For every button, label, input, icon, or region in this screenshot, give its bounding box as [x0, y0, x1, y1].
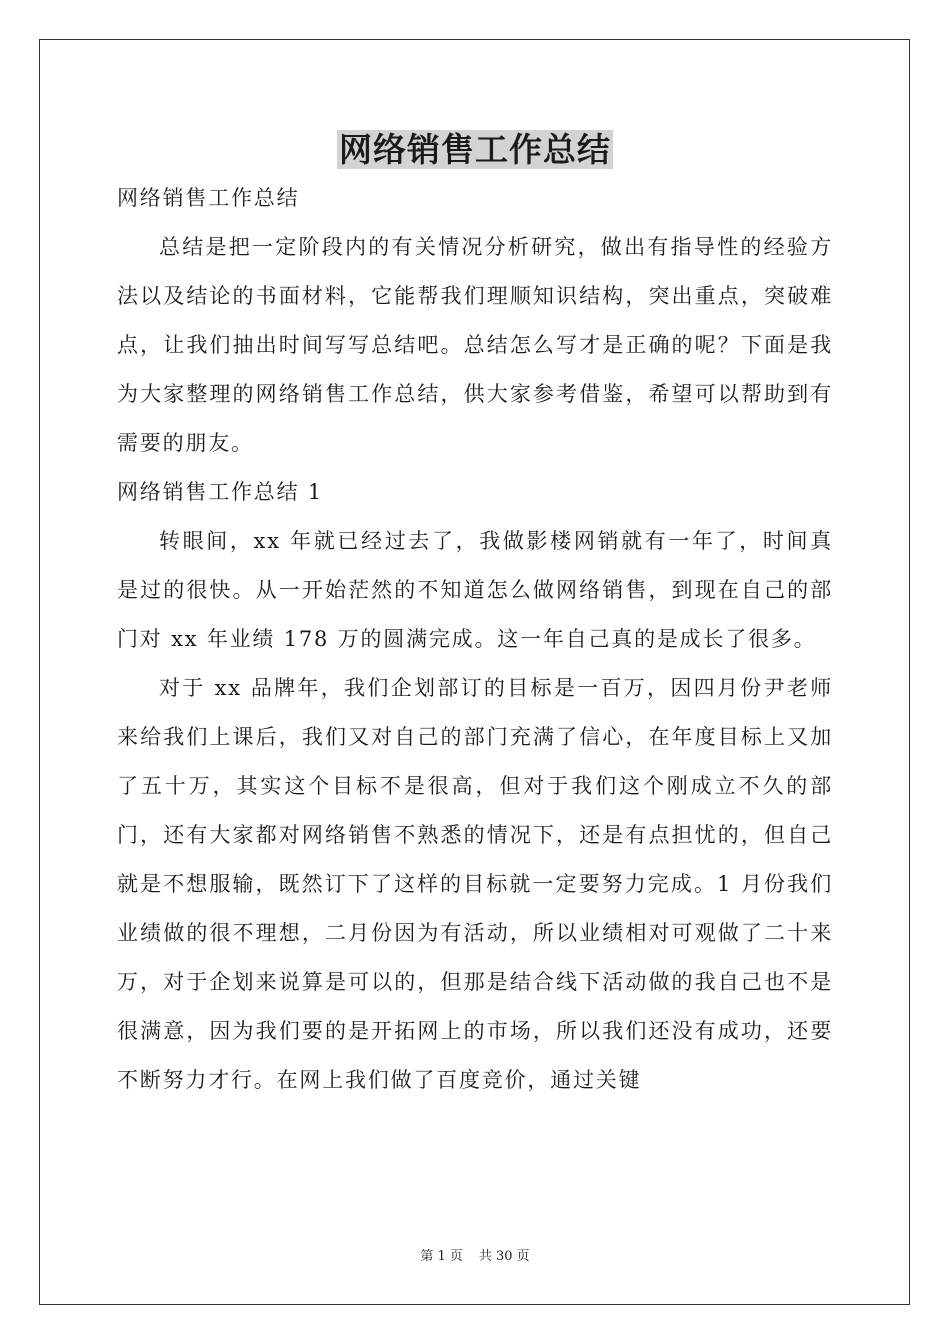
paragraph: 总结是把一定阶段内的有关情况分析研究，做出有指导性的经验方法以及结论的书面材料，它能帮我们理顺知识结构，突出重点，突破难点，让我们抽出时间写写总结吧。总结怎么写才是正确的呢？下面是我为大家整理的网络销售工作总结，供大家参考借鉴，希望可以帮助到有需要的朋友。 — [117, 235, 833, 455]
document-title: 网络销售工作总结 — [339, 130, 611, 169]
page-footer — [0, 1248, 950, 1266]
document-body — [117, 174, 833, 1105]
paragraph: 网络销售工作总结 1 — [117, 480, 324, 504]
paragraph: 对于 xx 品牌年，我们企划部订的目标是一百万，因四月份尹老师来给我们上课后，我们又对自己的部门充满了信心，在年度目标上又加了五十万，其实这个目标不是很高，但对于我们这个刚成立不久的部门，还有大家都对网络销售不熟悉的情况下，还是有点担忧的，但自己就是不想服输，既然订下了这样的目标就一定要努力完成。1 月份我们业绩做的很不理想，二月份因为有活动，所以业绩相对可观做了二十来万，对于企划来说算是可以的，但那是结合线下活动做的我自己也不是很满意，因为我们要的是开拓网上的市场，所以我们还没有成功，还要不断努力才行。在网上我们做了百度竞价，通过关键 — [117, 676, 833, 1092]
paragraph: 网络销售工作总结 — [117, 186, 300, 210]
paragraph: 转眼间，xx 年就已经过去了，我做影楼网销就有一年了，时间真是过的很快。从一开始茫然的不知道怎么做网络销售，到现在自己的部门对 xx 年业绩 178 万的圆满完成。这一年自己真的是成长了很多。 — [117, 529, 833, 651]
page-total: 共 30 页 — [478, 1249, 530, 1264]
page-number: 第 1 页 — [420, 1249, 463, 1264]
